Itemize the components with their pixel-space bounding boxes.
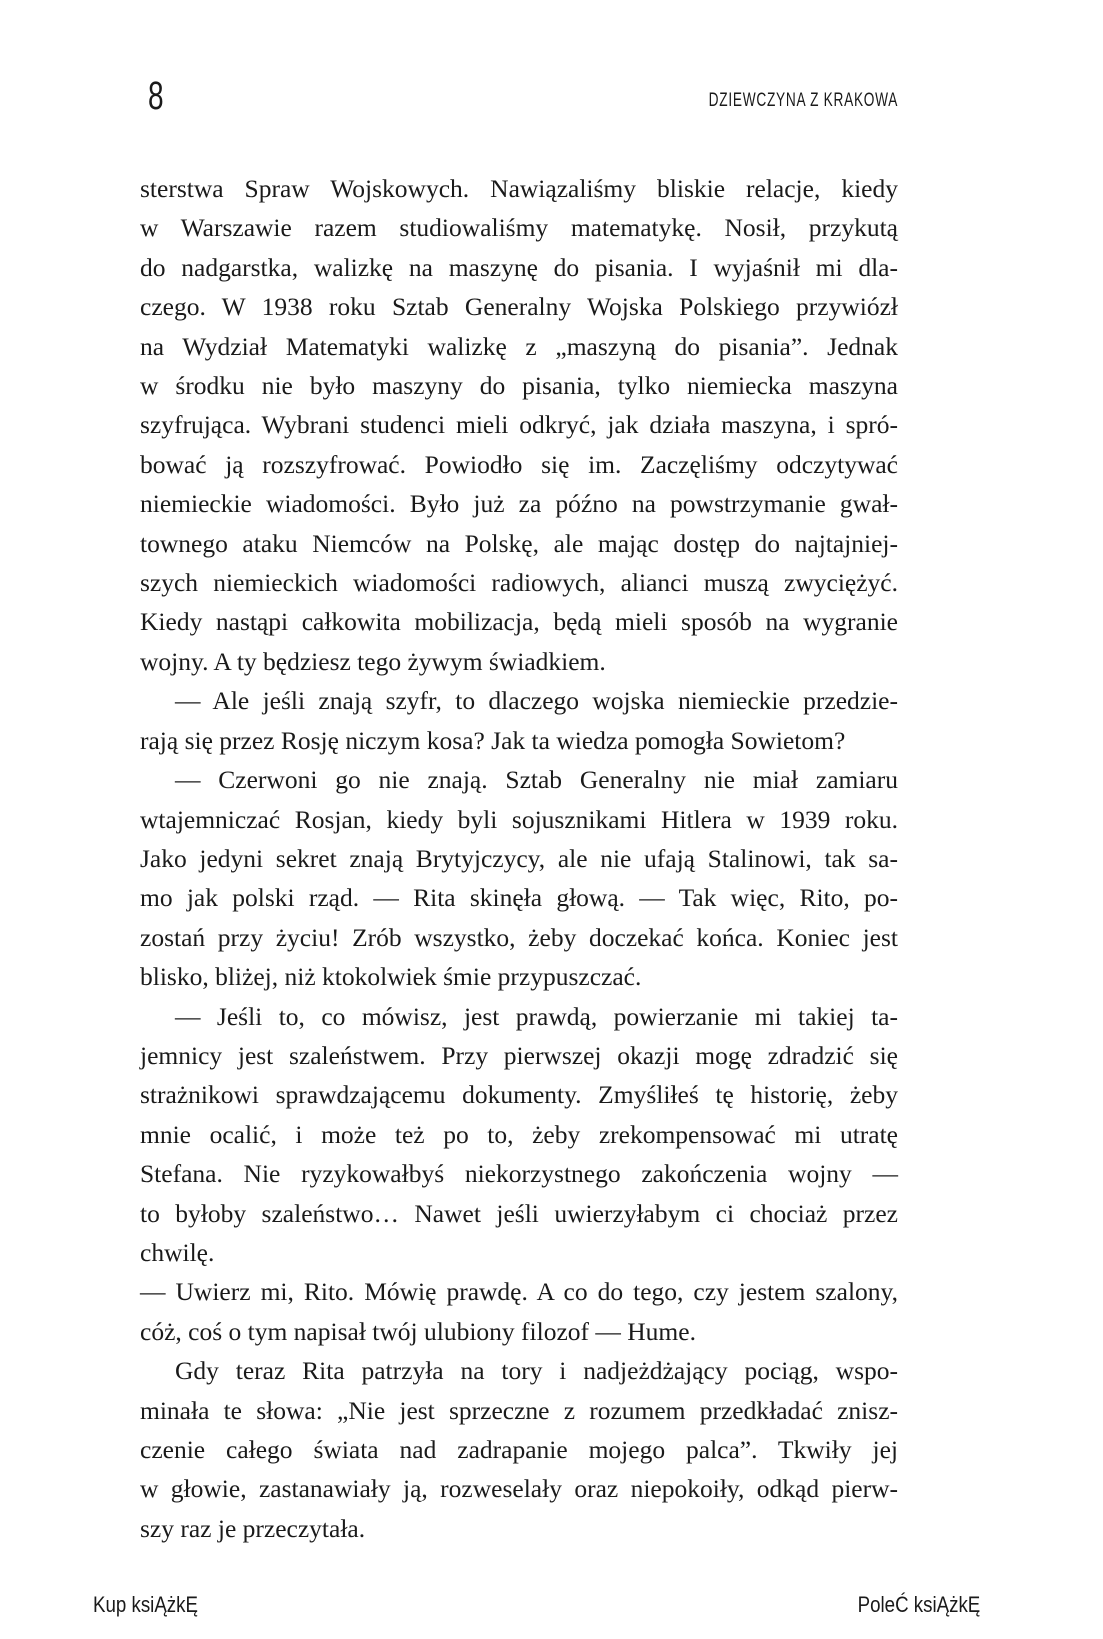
- text-line: do nadgarstka, walizkę na maszynę do pisania. I wyjaśnił mi dla-: [140, 252, 898, 282]
- text-line: czego. W 1938 roku Sztab Generalny Wojska Polskiego przywiózł: [140, 292, 898, 322]
- paragraph: [140, 997, 898, 1273]
- text-line: w środku nie było maszyny do pisania, tylko niemiecka maszyna: [140, 371, 898, 401]
- text-line: blisko, bliżej, niż ktokolwiek śmie przypuszczać.: [140, 962, 642, 992]
- text-line: minała te słowa: „Nie jest sprzeczne z rozumem przedkładać znisz-: [140, 1395, 898, 1425]
- text-line: wojny. A ty będziesz tego żywym świadkiem.: [140, 646, 606, 676]
- body-text: [140, 169, 898, 1548]
- text-line: to byłoby szaleństwo… Nawet jeśli uwierzyłabym ci chociaż przez: [140, 1198, 898, 1228]
- text-line: strażnikowi sprawdzającemu dokumenty. Zmyśliłeś tę historię, żeby: [140, 1080, 898, 1110]
- buy-book-link[interactable]: Kup ksiĄżkĘ: [93, 1592, 198, 1617]
- text-line: Gdy teraz Rita patrzyła na tory i nadjeżdżający pociąg, wspo-: [175, 1356, 898, 1386]
- paragraph: [140, 681, 898, 760]
- page-number: 8: [148, 74, 164, 118]
- recommend-book-link[interactable]: PoleĆ ksiĄżkĘ: [857, 1592, 980, 1617]
- text-line: chwilę.: [140, 1237, 215, 1267]
- text-line: — Uwierz mi, Rito. Mówię prawdę. A co do tego, czy jestem szalony,: [140, 1277, 898, 1307]
- paragraph: [140, 1351, 898, 1548]
- text-line: Jako jedyni sekret znają Brytyjczycy, ale nie ufają Stalinowi, tak sa-: [140, 843, 898, 873]
- text-line: rają się przez Rosję niczym kosa? Jak ta wiedza pomogła Sowietom?: [140, 725, 846, 755]
- text-line: mo jak polski rząd. — Rita skinęła głową. — Tak więc, Rito, po-: [140, 883, 898, 913]
- text-line: niemieckie wiadomości. Było już za późno na powstrzymanie gwał-: [140, 489, 898, 519]
- text-line: Kiedy nastąpi całkowita mobilizacja, będą mieli sposób na wygranie: [140, 607, 898, 637]
- text-line: — Jeśli to, co mówisz, jest prawdą, powierzanie mi takiej ta-: [175, 1001, 898, 1031]
- text-line: sterstwa Spraw Wojskowych. Nawiązaliśmy bliskie relacje, kiedy: [140, 174, 898, 203]
- running-head: DZIEWCZYNA Z KRAKOWA: [708, 90, 898, 111]
- text-line: w głowie, zastanawiały ją, rozweselały oraz niepokoiły, odkąd pierw-: [140, 1474, 898, 1504]
- text-line: — Ale jeśli znają szyfr, to dlaczego wojska niemieckie przedzie-: [175, 686, 898, 716]
- text-line: na Wydział Matematyki walizkę z „maszyną do pisania”. Jednak: [140, 331, 898, 361]
- text-line: wtajemniczać Rosjan, kiedy byli sojusznikami Hitlera w 1939 roku.: [140, 804, 898, 834]
- paragraph: [140, 169, 898, 681]
- text-line: townego ataku Niemców na Polskę, ale mając dostęp do najtajniej-: [140, 528, 898, 558]
- text-line: zostań przy życiu! Zrób wszystko, żeby doczekać końca. Koniec jest: [140, 922, 898, 952]
- text-line: szyfrująca. Wybrani studenci mieli odkryć, jak działa maszyna, i spró-: [140, 410, 898, 440]
- text-line: w Warszawie razem studiowaliśmy matematykę. Nosił, przykutą: [140, 213, 898, 243]
- text-line: czenie całego świata nad zadrapanie mojego palca”. Tkwiły jej: [140, 1435, 898, 1464]
- text-line: szych niemieckich wiadomości radiowych, alianci muszą zwyciężyć.: [140, 568, 898, 598]
- text-line: mnie ocalić, i może też po to, żeby zrekompensować mi utratę: [140, 1119, 898, 1149]
- paragraph: [140, 760, 898, 996]
- text-line: bować ją rozszyfrować. Powiodło się im. Zaczęliśmy odczytywać: [140, 449, 898, 479]
- text-line: jemnicy jest szaleństwem. Przy pierwszej okazji mogę zdradzić się: [140, 1040, 898, 1070]
- text-line: — Czerwoni go nie znają. Sztab Generalny nie miał zamiaru: [175, 765, 898, 795]
- text-line: szy raz je przeczytała.: [140, 1513, 366, 1543]
- text-line: Stefana. Nie ryzykowałbyś niekorzystnego zakończenia wojny —: [140, 1159, 898, 1189]
- text-line: cóż, coś o tym napisał twój ulubiony filozof — Hume.: [140, 1316, 696, 1346]
- paragraph: [140, 1272, 898, 1351]
